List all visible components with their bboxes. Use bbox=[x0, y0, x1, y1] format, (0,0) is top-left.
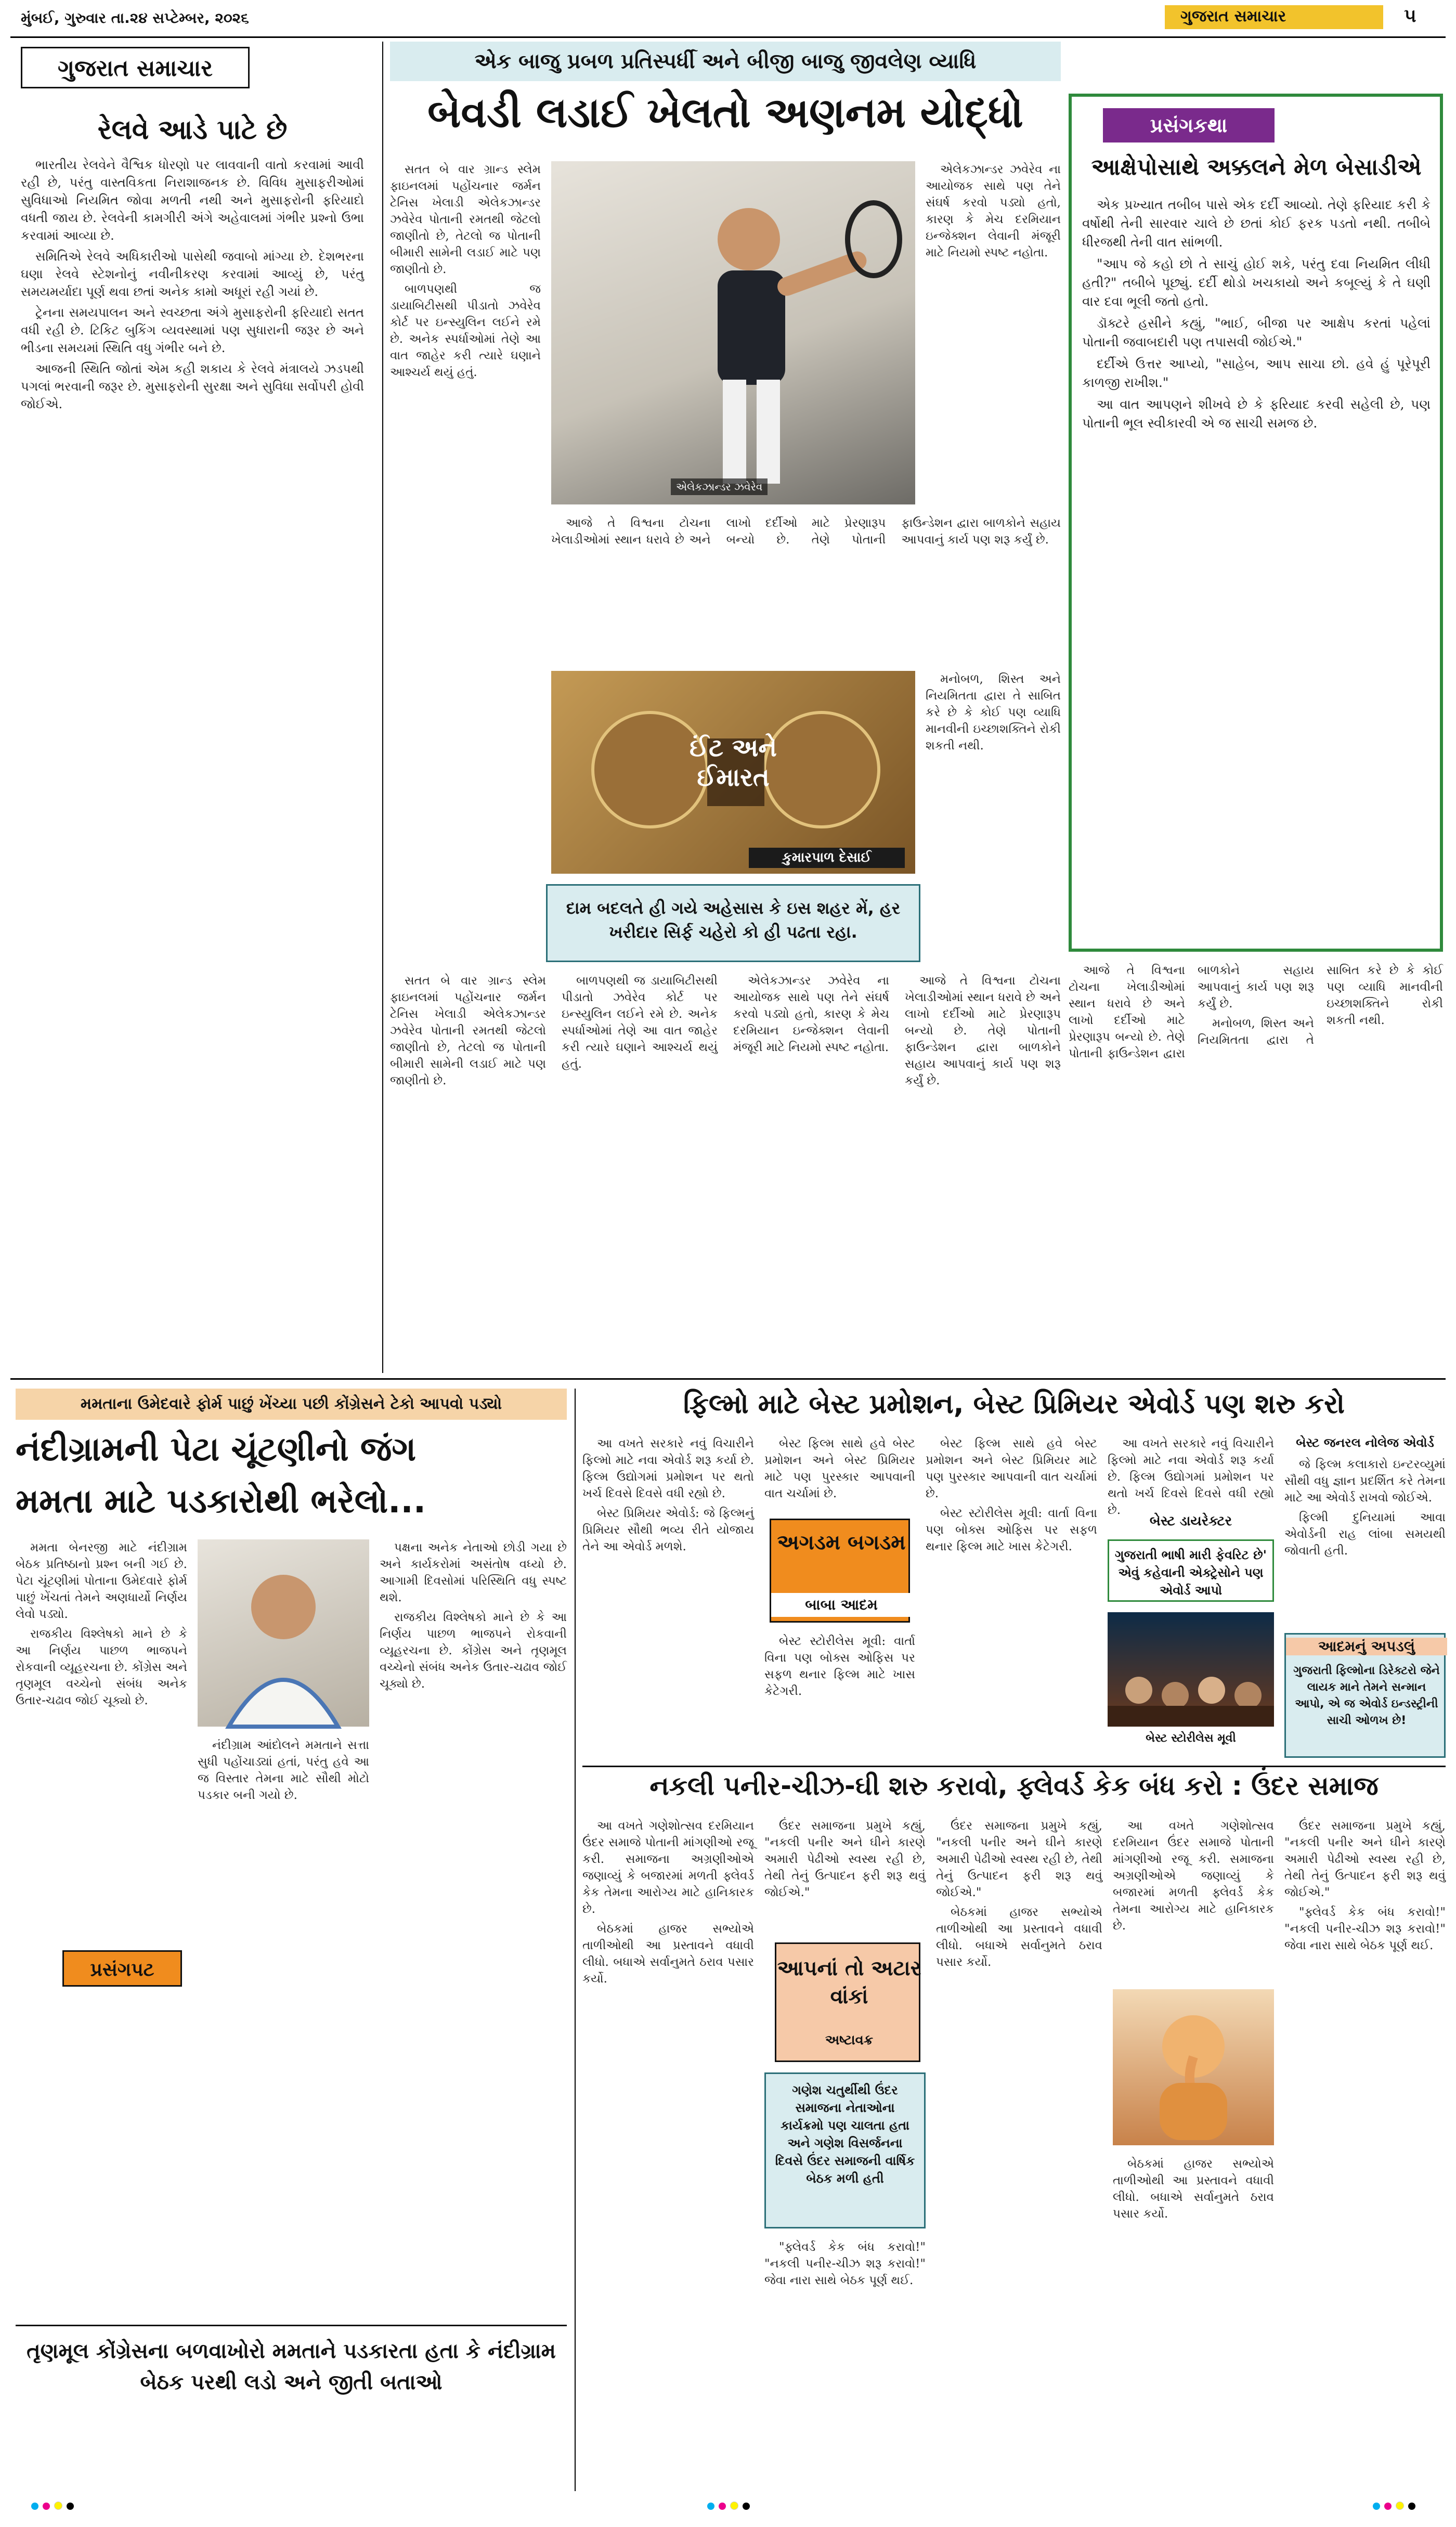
film-column-author: બાબા આદમ bbox=[771, 1593, 912, 1617]
prasangkatha-box bbox=[1069, 94, 1443, 952]
rat-paragraph: બેઠકમાં હાજર સભ્યોએ તાળીઓથી આ પ્રસ્તાવને વધાવી લીધો. બધાએ સર્વાનુમતે ઠરાવ પસાર કર્યો. bbox=[582, 1922, 754, 1986]
tennis-paragraph: આજે તે વિશ્વના ટોચના ખેલાડીઓમાં સ્થાન ધરાવે છે અને લાખો દર્દીઓ માટે પ્રેરણારૂપ બન્યો છે. તેણે પોતાની ફાઉન્ડેશન દ્વારા બાળકોને સહાય આપવાનું કાર્ય પણ શરૂ કર્યું છે. bbox=[1069, 964, 1314, 1060]
mamata-bottom-quote: તૃણમૂલ કોંગ્રેસના બળવાખોરો મમતાને પડકારતા હતા કે નંદીગ્રામ બેઠક પરથી લડો અને જીતી બતાઓ bbox=[16, 2325, 567, 2408]
tennis-story bbox=[390, 42, 1061, 1373]
rat-paragraph: ઉંદર સમાજના પ્રમુખે કહ્યું, "નકલી પનીર અને ઘીને કારણે અમારી પેઢીઓ સ્વસ્થ રહી છે, તેથી તેનું ઉત્પાદન ફરી શરૂ થવું જોઈએ." bbox=[1284, 1819, 1446, 1899]
prasangkatha-tag: પ્રસંગકથા bbox=[1103, 108, 1275, 142]
section-rule bbox=[10, 1378, 1446, 1380]
mamata-headline-2: મમતા માટે પડકારોથી ભરેલો... bbox=[16, 1482, 426, 1521]
film-sidebar-title: આદમનું અપડલું bbox=[1286, 1638, 1447, 1655]
column-divider bbox=[575, 1389, 576, 2491]
film-photo-caption: બેસ્ટ સ્ટોરીલેસ મૂવી bbox=[1146, 1732, 1236, 1745]
film-subhead: બેસ્ટ ડાયરેક્ટર bbox=[1149, 1513, 1232, 1529]
registration-dot bbox=[31, 2503, 38, 2510]
editorial-paragraph: સમિતિએ રેલવે અધિકારીઓ પાસેથી જવાબો માંગ્યા છે. દેશભરના ઘણા રેલવે સ્ટેશનોનું નવીનીકરણ કરવામાં આવ્યું છે, પરંતુ સમયમર્યાદા પૂર્ણ થવા છતાં અનેક કામો અધૂરાં રહી ગયાં છે. bbox=[21, 249, 364, 299]
masthead bbox=[0, 0, 1456, 36]
editorial-paragraph: આજની સ્થિતિ જોતાં એમ કહી શકાય કે રેલવે મંત્રાલયે ઝડપથી પગલાં ભરવાની જરૂર છે. મુસાફરોની સુરક્ષા અને સુવિધા સર્વોપરી હોવી જોઈએ. bbox=[21, 361, 364, 411]
film-paragraph: આ વખતે સરકારે નવું વિચારીને ફિલ્મો માટે નવા એવોર્ડ શરૂ કર્યા છે. ફિલ્મ ઉદ્યોગમાં પ્રમોશન પર થતો ખર્ચ દિવસે દિવસે વધી રહ્યો છે. bbox=[1108, 1437, 1274, 1517]
audience-illustration bbox=[1108, 1612, 1274, 1727]
film-paragraph: બેસ્ટ ફિલ્મ સાથે હવે બેસ્ટ પ્રમોશન અને બેસ્ટ પ્રિમિયર માટે પણ પુરસ્કાર આપવાની વાત ચર્ચામાં છે. bbox=[926, 1437, 1097, 1500]
film-paragraph: બેસ્ટ ફિલ્મ સાથે હવે બેસ્ટ પ્રમોશન અને બેસ્ટ પ્રિમિયર માટે પણ પુરસ્કાર આપવાની વાત ચર્ચામાં છે. bbox=[764, 1437, 915, 1500]
film-body-c bbox=[764, 1633, 915, 1758]
mamata-paragraph: નંદીગ્રામ આંદોલને મમતાને સત્તા સુધી પહોંચાડ્યાં હતાં, પરંતુ હવે આ જ વિસ્તાર તેમના માટે સૌથી મોટો પડકાર બની ગયો છે. bbox=[198, 1739, 369, 1802]
film-story bbox=[582, 1389, 1446, 1763]
tennis-paragraph: મનોબળ, શિસ્ત અને નિયમિતતા દ્વારા તે સાબિત કરે છે કે કોઈ પણ વ્યાધિ માનવીની ઇચ્છાશક્તિને રોકી શકતી નથી. bbox=[1198, 964, 1443, 1047]
editorial-column bbox=[16, 42, 374, 1373]
mamata-paragraph: રાજકીય વિશ્લેષકો માને છે કે આ નિર્ણય પાછળ ભાજપને રોકવાની વ્યૂહરચના છે. કોંગ્રેસ અને તૃણમૂલ વચ્ચેનો સંબંધ અનેક ઉતાર-ચઢાવ જોઈ ચૂક્યો છે. bbox=[380, 1611, 567, 1691]
page-number: ૫ bbox=[1404, 5, 1416, 27]
column-divider bbox=[382, 42, 383, 1373]
column-banner bbox=[551, 671, 915, 874]
film-headline: ફિલ્મો માટે બેસ્ટ પ્રમોશન, બેસ્ટ પ્રિમિયર એવોર્ડ પણ શરુ કરો bbox=[683, 1389, 1345, 1420]
tennis-paragraph: સતત બે વાર ગ્રાન્ડ સ્લેમ ફાઇનલમાં પહોંચનાર જર્મન ટેનિસ ખેલાડી એલેકઝાન્ડર ઝવેરેવ પોતાની રમતથી જેટલો જાણીતો છે, તેટલો જ પોતાની બીમારી સામેની લડાઈ માટે પણ જાણીતો છે. bbox=[390, 974, 546, 1087]
rat-column-author: અષ્ટાવક્ર bbox=[825, 2032, 874, 2048]
rat-body-g bbox=[1284, 1818, 1446, 2483]
mamata-portrait-illustration bbox=[198, 1539, 369, 1727]
tennis-paragraph: આજે તે વિશ્વના ટોચના ખેલાડીઓમાં સ્થાન ધરાવે છે અને લાખો દર્દીઓ માટે પ્રેરણારૂપ બન્યો છે. તેણે પોતાની ફાઉન્ડેશન દ્વારા બાળકોને સહાય આપવાનું કાર્ય પણ શરૂ કર્યું છે. bbox=[905, 974, 1061, 1087]
registration-dot bbox=[43, 2503, 50, 2510]
tennis-paragraph: સતત બે વાર ગ્રાન્ડ સ્લેમ ફાઇનલમાં પહોંચનાર જર્મન ટેનિસ ખેલાડી એલેકઝાન્ડર ઝવેરેવ પોતાની રમતથી જેટલો જાણીતો છે, તેટલો જ પોતાની બીમારી સામેની લડાઈ માટે પણ જાણીતો છે. bbox=[390, 163, 541, 276]
tennis-player-illustration bbox=[551, 161, 915, 504]
film-right-column bbox=[1284, 1435, 1446, 1758]
mamata-paragraph: પક્ષના અનેક નેતાઓ છોડી ગયા છે અને કાર્યકરોમાં અસંતોષ વધ્યો છે. આગામી દિવસોમાં પરિસ્થિતિ વધુ સ્પષ્ટ થશે. bbox=[380, 1541, 567, 1604]
rat-body-a bbox=[582, 1818, 754, 2483]
registration-dot bbox=[730, 2502, 738, 2510]
mamata-photo bbox=[198, 1539, 369, 1727]
film-paragraph: ફિલ્મી દુનિયામાં આવા એવોર્ડની રાહ લાંબા સમયથી જોવાતી હતી. bbox=[1284, 1511, 1446, 1558]
tennis-body-right bbox=[926, 161, 1061, 504]
tennis-continuation bbox=[1069, 962, 1443, 1373]
rat-body-e bbox=[1113, 1818, 1274, 1984]
film-body-a bbox=[582, 1435, 754, 1758]
prasangkatha-headline: આક્ષેપોસાથે અક્કલને મેળ બેસાડીએ bbox=[1091, 154, 1422, 180]
tennis-paragraph: એલેકઝાન્ડર ઝવેરેવ ના આયોજક સાથે પણ તેને સંઘર્ષ કરવો પડ્યો હતો, કારણ કે મેચ દરમિયાન ઇન્જેક્શન લેવાની મંજૂરી માટે નિયમો સ્પષ્ટ નહોતા. bbox=[733, 974, 889, 1054]
agadam-bagadam-box bbox=[770, 1519, 910, 1623]
film-sidebar-text: ગુજરાતી ફિલ્મોના ડિરેક્ટરો જેને લાયક માને તેમને સન્માન આપો, એ જ એવોર્ડ ઇન્ડસ્ટ્રીની સાચી ઓળખ છે! bbox=[1293, 1664, 1440, 1727]
rat-paragraph: બેઠકમાં હાજર સભ્યોએ તાળીઓથી આ પ્રસ્તાવને વધાવી લીધો. બધાએ સર્વાનુમતે ઠરાવ પસાર કર્યો. bbox=[1113, 2157, 1274, 2221]
prasangkatha-paragraph: એક પ્રખ્યાત તબીબ પાસે એક દર્દી આવ્યો. તેણે ફરિયાદ કરી કે વર્ષોથી તેની સારવાર ચાલે છે છતાં કોઈ ફરક પડતો નથી. તબીબે ધીરજથી તેની વાત સાંભળી. bbox=[1082, 197, 1431, 250]
rat-paragraph: આ વખતે ગણેશોત્સવ દરમિયાન ઉંદર સમાજે પોતાની માંગણીઓ રજૂ કરી. સમાજના અગ્રણીઓએ જણાવ્યું કે બજારમાં મળતી ફ્લેવર્ડ કેક તેમના આરોગ્ય માટે હાનિકારક છે. bbox=[1113, 1819, 1274, 1933]
prasangkatha-body bbox=[1082, 196, 1431, 934]
rat-body-d bbox=[936, 1818, 1102, 2483]
registration-marks-left bbox=[31, 2502, 78, 2512]
registration-marks-right bbox=[1373, 2502, 1420, 2512]
prasangkatha-paragraph: દર્દીએ ઉત્તર આપ્યો, "સાહેબ, આપ સાચા છો. હવે હું પૂરેપૂરી કાળજી રાખીશ." bbox=[1082, 356, 1431, 390]
registration-dot bbox=[1408, 2503, 1415, 2510]
film-sidebar bbox=[1284, 1633, 1446, 1758]
rat-paragraph: ઉંદર સમાજના પ્રમુખે કહ્યું, "નકલી પનીર અને ઘીને કારણે અમારી પેઢીઓ સ્વસ્થ રહી છે, તેથી તેનું ઉત્પાદન ફરી શરૂ થવું જોઈએ." bbox=[936, 1819, 1102, 1899]
rat-paragraph: આ વખતે ગણેશોત્સવ દરમિયાન ઉંદર સમાજે પોતાની માંગણીઓ રજૂ કરી. સમાજના અગ્રણીઓએ જણાવ્યું કે બજારમાં મળતી ફ્લેવર્ડ કેક તેમના આરોગ્ય માટે હાનિકારક છે. bbox=[582, 1819, 754, 1916]
rat-paragraph: "ફ્લેવર્ડ કેક બંધ કરાવો!" "નકલી પનીર-ચીઝ શરૂ કરાવો!" જેવા નારા સાથે બેઠક પૂર્ણ થઈ. bbox=[764, 2240, 926, 2287]
registration-dot bbox=[743, 2503, 750, 2510]
prasangkatha-paragraph: "આપ જે કહો છો તે સાચું હોઈ શકે, પરંતુ દવા નિયમિત લીધી હતી?" તબીબે પૂછ્યું. દર્દી થોડો ખચકાયો અને કબૂલ્યું કે તે ઘણી વાર દવા ભૂલી જતો હતો. bbox=[1082, 256, 1431, 309]
film-paragraph: આ વખતે સરકારે નવું વિચારીને ફિલ્મો માટે નવા એવોર્ડ શરૂ કર્યા છે. ફિલ્મ ઉદ્યોગમાં પ્રમોશન પર થતો ખર્ચ દિવસે દિવસે વધી રહ્યો છે. bbox=[582, 1437, 754, 1500]
film-right-body bbox=[1284, 1456, 1446, 1623]
film-column-title: અગડમ બગડમ bbox=[777, 1531, 906, 1554]
film-quote-box: ગુજરાતી ભાષી મારી ફેવરિટ છે' એવું કહેવાની એક્ટ્રેસોને પણ એવોર્ડ આપો bbox=[1108, 1539, 1274, 1602]
mamata-story bbox=[16, 1389, 567, 2507]
registration-dot bbox=[1396, 2502, 1404, 2510]
rat-body-b bbox=[764, 1818, 926, 1937]
editorial-headline: રેલવે આડે પાટે છે bbox=[97, 114, 288, 146]
rat-body-c bbox=[764, 2239, 926, 2483]
film-awards-photo bbox=[1108, 1612, 1274, 1727]
film-paragraph: જે ફિલ્મ કલાકારો ઇન્ટરવ્યુમાં સૌથી વધુ જ્ઞાન પ્રદર્શિત કરે તેમના માટે આ એવોર્ડ રાખવો જોઈએ. bbox=[1284, 1458, 1446, 1505]
tennis-body-mid bbox=[551, 515, 1061, 660]
rat-story bbox=[582, 1771, 1446, 2489]
registration-marks-center bbox=[707, 2502, 754, 2512]
tennis-paragraph: મનોબળ, શિસ્ત અને નિયમિતતા દ્વારા તે સાબિત કરે છે કે કોઈ પણ વ્યાધિ માનવીની ઇચ્છાશક્તિને રોકી શકતી નથી. bbox=[926, 672, 1061, 753]
rat-paragraph: "ફ્લેવર્ડ કેક બંધ કરાવો!" "નકલી પનીર-ચીઝ શરૂ કરાવો!" જેવા નારા સાથે બેઠક પૂર્ણ થઈ. bbox=[1284, 1906, 1446, 1952]
pullquote: દામ બદલતે હી ગયે અહેસાસ કે ઇસ શહર મેં, હર ખરીદાર સિર્ફ ચહેરો કો હી પઢતા રહા. bbox=[546, 884, 920, 962]
tennis-paragraph: એલેકઝાન્ડર ઝવેરેવ ના આયોજક સાથે પણ તેને સંઘર્ષ કરવો પડ્યો હતો, કારણ કે મેચ દરમિયાન ઇન્જેક્શન લેવાની મંજૂરી માટે નિયમો સ્પષ્ટ નહોતા. bbox=[926, 163, 1061, 260]
mamata-body-c bbox=[380, 1539, 567, 2314]
ganesh-idol-illustration bbox=[1113, 1989, 1274, 2145]
banner-author: કુમારપાળ દેસાઈ bbox=[749, 848, 905, 868]
tennis-body-lower-right bbox=[926, 671, 1061, 874]
date-line: મુંબઈ, ગુરુવાર તા.૨૪ સપ્ટેમ્બર, ૨૦૨૬ bbox=[21, 9, 249, 27]
registration-dot bbox=[719, 2503, 726, 2510]
film-paragraph: બેસ્ટ સ્ટોરીલેસ મૂવી: વાર્તા વિના પણ બોક્સ ઓફિસ પર સફળ થનાર ફિલ્મ માટે ખાસ કેટેગરી. bbox=[926, 1507, 1097, 1553]
film-body-d bbox=[926, 1435, 1097, 1758]
tennis-paragraph: બાળપણથી જ ડાયાબિટીસથી પીડાતો ઝવેરેવ કોર્ટ પર ઇન્સ્યુલિન લઈને રમે છે. અનેક સ્પર્ધાઓમાં તેણે આ વાત જાહેર કરી ત્યારે ઘણાને આશ્ચર્ય થયું હતું. bbox=[562, 974, 718, 1071]
editorial-logo: ગુજરાત સમાચાર bbox=[21, 47, 250, 88]
rat-column-title: આપનાં તો અટાર વાંકાં bbox=[777, 1956, 921, 2008]
tennis-headline: બેવડી લડાઈ ખેલતો અણનમ યોદ્ધો bbox=[427, 88, 1023, 137]
film-body-e bbox=[1108, 1435, 1274, 1517]
rat-paragraph: બેઠકમાં હાજર સભ્યોએ તાળીઓથી આ પ્રસ્તાવને વધાવી લીધો. બધાએ સર્વાનુમતે ઠરાવ પસાર કર્યો. bbox=[936, 1906, 1102, 1969]
film-right-subhead: બેસ્ટ જનરલ નોલેજ એવોર્ડ bbox=[1296, 1435, 1434, 1450]
tennis-kicker: એક બાજુ પ્રબળ પ્રતિસ્પર્ધી અને બીજી બાજુ જીવલેણ વ્યાધિ bbox=[390, 42, 1061, 81]
section-rule bbox=[582, 1766, 1446, 1767]
rat-paragraph: ઉંદર સમાજના પ્રમુખે કહ્યું, "નકલી પનીર અને ઘીને કારણે અમારી પેઢીઓ સ્વસ્થ રહી છે, તેથી તેનું ઉત્પાદન ફરી શરૂ થવું જોઈએ." bbox=[764, 1819, 926, 1899]
film-paragraph: બેસ્ટ પ્રિમિયર એવોર્ડ: જે ફિલ્મનું પ્રિમિયર સૌથી ભવ્ય રીતે યોજાય તેને આ એવોર્ડ મળશે. bbox=[582, 1507, 754, 1553]
tennis-paragraph: બાળપણથી જ ડાયાબિટીસથી પીડાતો ઝવેરેવ કોર્ટ પર ઇન્સ્યુલિન લઈને રમે છે. અનેક સ્પર્ધાઓમાં તેણે આ વાત જાહેર કરી ત્યારે ઘણાને આશ્ચર્ય થયું હતું. bbox=[390, 282, 541, 379]
rat-headline: નકલી પનીર-ચીઝ-ઘી શરુ કરાવો, ફ્લેવર્ડ કેક બંધ કરો : ઉંદર સમાજ bbox=[649, 1771, 1379, 1801]
tennis-body-bottom bbox=[390, 973, 1061, 1368]
registration-dot bbox=[1384, 2503, 1392, 2510]
prasangkatha-paragraph: આ વાત આપણને શીખવે છે કે ફરિયાદ કરવી સહેલી છે, પણ પોતાની ભૂલ સ્વીકારવી એ જ સાચી સમજ છે. bbox=[1082, 397, 1431, 431]
masthead-rule bbox=[10, 36, 1446, 38]
mamata-paragraph: રાજકીય વિશ્લેષકો માને છે કે આ નિર્ણય પાછળ ભાજપને રોકવાની વ્યૂહરચના છે. કોંગ્રેસ અને તૃણમૂલ વચ્ચેનો સંબંધ અનેક ઉતાર-ચઢાવ જોઈ ચૂક્યો છે. bbox=[16, 1627, 187, 1707]
registration-dot bbox=[1373, 2503, 1380, 2510]
mamata-kicker: મમતાના ઉમેદવારે ફોર્મ પાછું ખેંચ્યા પછી કોંગ્રેસને ટેકો આપવો પડ્યો bbox=[16, 1389, 567, 1420]
mamata-paragraph: મમતા બેનરજી માટે નંદીગ્રામ બેઠક પ્રતિષ્ઠાનો પ્રશ્ન બની ગઈ છે. પેટા ચૂંટણીમાં પોતાના ઉમેદવારે ફોર્મ પાછું ખેંચતાં તેમને અણધાર્યો નિર્ણય લેવો પડ્યો. bbox=[16, 1541, 187, 1621]
film-center-column bbox=[1108, 1435, 1274, 1758]
mamata-body-a bbox=[16, 1539, 187, 2314]
registration-dot bbox=[54, 2502, 62, 2510]
editorial-body bbox=[21, 156, 364, 1363]
registration-dot bbox=[707, 2503, 714, 2510]
film-body-b bbox=[764, 1435, 915, 1513]
rat-column-box bbox=[775, 1942, 920, 2062]
tennis-paragraph: આજે તે વિશ્વના ટોચના ખેલાડીઓમાં સ્થાન ધરાવે છે અને લાખો દર્દીઓ માટે પ્રેરણારૂપ બન્યો છે. તેણે પોતાની ફાઉન્ડેશન દ્વારા બાળકોને સહાય આપવાનું કાર્ય પણ શરૂ કર્યું છે. bbox=[551, 516, 1061, 547]
tennis-photo-caption: એલેકઝાન્ડર ઝવેરેવ bbox=[671, 478, 768, 495]
registration-dot bbox=[67, 2503, 74, 2510]
masthead-paper-name: ગુજરાત સમાચાર bbox=[1180, 7, 1286, 25]
tennis-player-photo bbox=[551, 161, 915, 504]
ganesh-photo bbox=[1113, 1989, 1274, 2145]
banner-title: ઈંટ અને ઈમારત bbox=[689, 733, 777, 792]
prasangkatha-paragraph: ડૉક્ટરે હસીને કહ્યું, "ભાઈ, બીજા પર આક્ષેપ કરતાં પહેલાં પોતાની જવાબદારી પણ તપાસવી જોઈએ." bbox=[1082, 316, 1431, 349]
film-paragraph: બેસ્ટ સ્ટોરીલેસ મૂવી: વાર્તા વિના પણ બોક્સ ઓફિસ પર સફળ થનાર ફિલ્મ માટે ખાસ કેટેગરી. bbox=[764, 1635, 915, 1698]
mamata-headline-1: નંદીગ્રામની પેટા ચૂંટણીનો જંગ bbox=[16, 1430, 417, 1469]
editorial-paragraph: ભારતીય રેલવેને વૈશ્વિક ધોરણો પર લાવવાની વાતો કરવામાં આવી રહી છે, પરંતુ વાસ્તવિકતા નિરાશાજનક છે. વિવિધ મુસાફરીઓમાં સુવિધાઓ નિયમિત જોવા મળતી નથી અને મુસાફરોની ફરિયાદો વધતી જાય છે. રેલવેની કામગીરી અંગે અહેવાલમાં ગંભીર પ્રશ્નો ઉભા કરવામાં આવ્યા છે. bbox=[21, 158, 364, 243]
rat-body-f bbox=[1113, 2156, 1274, 2483]
editorial-paragraph: ટ્રેનના સમયપાલન અને સ્વચ્છતા અંગે મુસાફરોની ફરિયાદો સતત વધી રહી છે. ટિકિટ બુકિંગ વ્યવસ્થામાં પણ સુધારાની જરૂર છે અને ભીડના સમયમાં સ્થિતિ વધુ ગંભીર બને છે. bbox=[21, 305, 364, 355]
rat-caption-box: ગણેશ ચતુર્થીથી ઉંદર સમાજના નેતાઓના કાર્યક્રમો પણ ચાલતા હતા અને ગણેશ વિસર્જનના દિવસે ઉંદર સમાજની વાર્ષિક બેઠક મળી હતી bbox=[764, 2072, 926, 2228]
prasangpat-tag: પ્રસંગપટ bbox=[62, 1950, 182, 1987]
mamata-body-b bbox=[198, 1737, 369, 2314]
